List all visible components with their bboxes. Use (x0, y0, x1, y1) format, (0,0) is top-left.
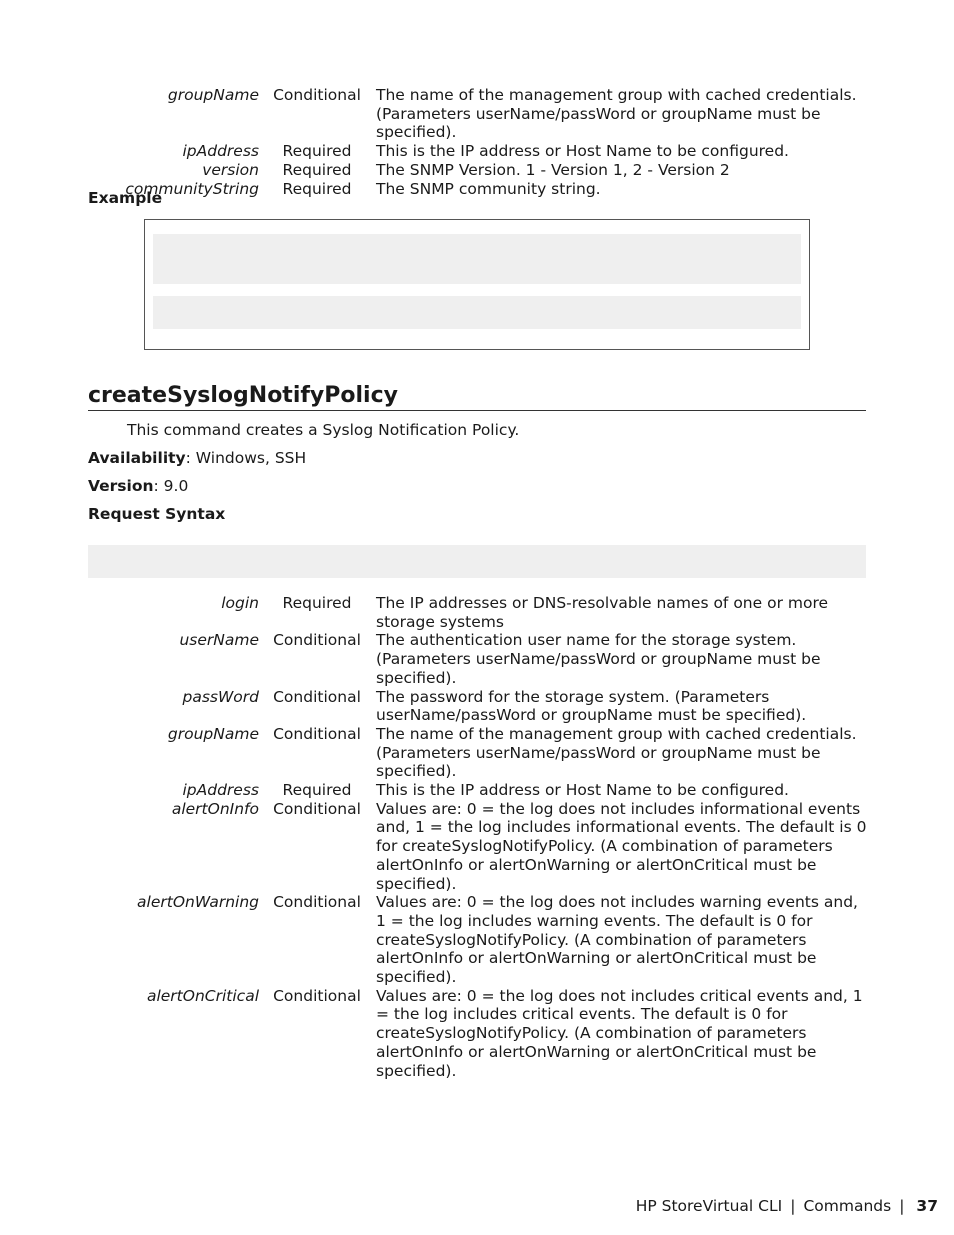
param-row (0, 631, 954, 687)
param-requirement: Required (282, 781, 352, 800)
param-requirement: Conditional (273, 893, 361, 912)
example-code-box (144, 219, 810, 350)
parameter-table (0, 594, 954, 1080)
footer-separator: | (790, 1197, 796, 1215)
param-row (0, 781, 954, 800)
param-requirement: Required (282, 179, 352, 198)
page-number: 37 (916, 1197, 938, 1215)
param-requirement: Conditional (273, 86, 361, 104)
param-row (0, 86, 954, 142)
param-description: The SNMP community string. (376, 179, 601, 198)
param-description: Values are: 0 = the log does not includes critical events and, 1 = the log includes critical events. The default is 0 for createSyslogNotifyPolicy. (A combination of parameters alertOnInfo or alertOnWarning or alertOnCritical must be specified). (376, 986, 863, 1080)
availability-value: : Windows, SSH (185, 449, 307, 467)
version-line (88, 477, 188, 495)
param-name: alertOnCritical (146, 986, 259, 1005)
param-row (0, 725, 954, 781)
param-name: login (221, 594, 259, 612)
param-row (0, 893, 954, 987)
param-requirement: Conditional (273, 631, 361, 650)
version-label: Version (88, 477, 154, 495)
param-name: ipAddress (182, 781, 259, 800)
param-requirement: Required (282, 594, 352, 612)
footer-chapter: Commands (803, 1197, 892, 1215)
param-row (0, 987, 954, 1081)
param-description: Values are: 0 = the log does not includes warning events and, 1 = the log includes warning events. The default is 0 for createSyslogNotifyPolicy. (A combination of parameters alertOnInfo or alertOnWarning or alertOnCritical must be specified). (376, 893, 858, 987)
param-name: ipAddress (182, 142, 259, 161)
code-block (153, 234, 801, 284)
param-description: The name of the management group with cached credentials. (Parameters userName/passWord or groupName must be specified). (376, 86, 857, 142)
param-description: The password for the storage system. (Parameters userName/passWord or groupName must be specified). (376, 687, 807, 725)
param-name: alertOnInfo (171, 799, 259, 818)
param-description: The name of the management group with cached credentials. (Parameters userName/passWord or groupName must be specified). (376, 724, 857, 781)
param-row (0, 161, 954, 180)
param-name: groupName (167, 86, 259, 104)
param-description: This is the IP address or Host Name to be configured. (376, 781, 789, 800)
param-row (0, 594, 954, 631)
param-description: The SNMP Version. 1 - Version 1, 2 - Version 2 (376, 160, 730, 179)
param-requirement: Conditional (273, 986, 361, 1005)
section-title: createSyslogNotifyPolicy (88, 383, 866, 411)
param-description: The IP addresses or DNS-resolvable names of one or more storage systems (376, 594, 829, 631)
param-name: passWord (182, 687, 259, 706)
param-row (0, 142, 954, 161)
param-requirement: Required (282, 142, 352, 161)
param-requirement: Conditional (273, 799, 361, 818)
param-name: userName (179, 631, 259, 650)
param-name: communityString (125, 179, 259, 198)
footer-separator: | (899, 1197, 905, 1215)
top-parameter-table (0, 86, 954, 198)
footer-product: HP StoreVirtual CLI (635, 1197, 783, 1215)
param-row (0, 688, 954, 725)
param-requirement: Conditional (273, 724, 361, 743)
example-label: Example (88, 189, 163, 207)
param-name: alertOnWarning (137, 893, 259, 912)
param-row (0, 800, 954, 894)
section-intro: This command creates a Syslog Notification Policy. (127, 421, 520, 439)
param-name: groupName (167, 724, 259, 743)
param-requirement: Conditional (273, 687, 361, 706)
availability-label: Availability (88, 449, 186, 467)
request-syntax-label: Request Syntax (88, 505, 226, 523)
page-footer (636, 1197, 938, 1215)
param-name: version (202, 160, 259, 179)
param-description: This is the IP address or Host Name to be configured. (376, 142, 789, 161)
code-block (153, 296, 801, 329)
request-syntax-code-block (88, 545, 866, 578)
availability-line (88, 449, 306, 467)
version-value: : 9.0 (153, 477, 189, 495)
param-requirement: Required (282, 160, 352, 179)
param-description: The authentication user name for the storage system. (Parameters userName/passWord or groupName must be specified). (376, 631, 821, 687)
param-description: Values are: 0 = the log does not includes informational events and, 1 = the log includes informational events. The default is 0 for createSyslogNotifyPolicy. (A combination of parameters alertOnInfo or alertOnWarning or alertOnCritical must be specified). (376, 799, 867, 893)
